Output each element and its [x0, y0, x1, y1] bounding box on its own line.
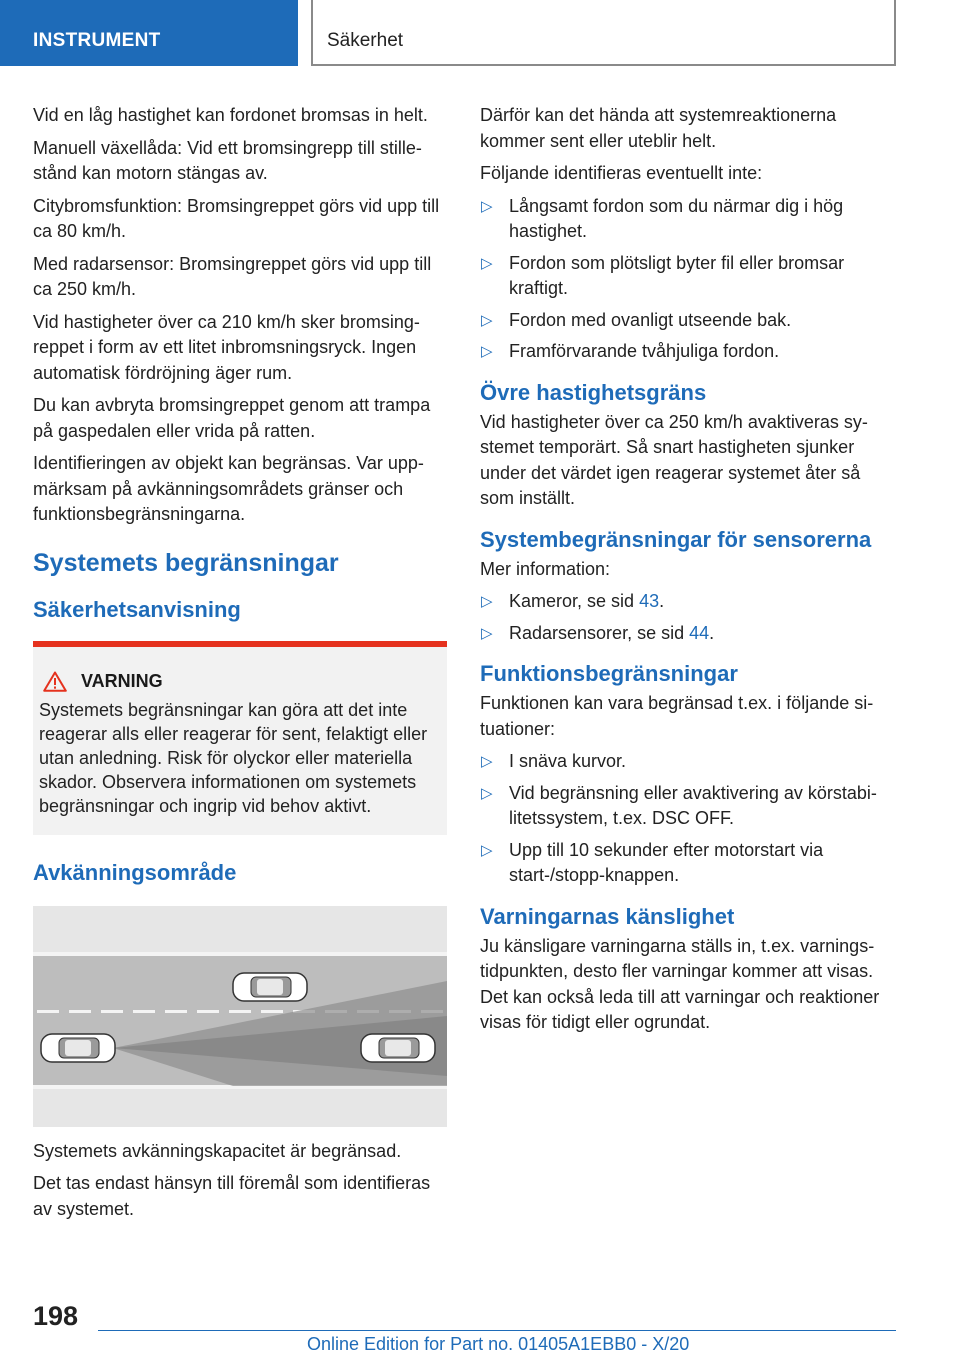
car-ahead-other-lane	[233, 973, 307, 1001]
list-item: ▷ Upp till 10 sekunder efter motorstart via start-/stopp-knappen.	[481, 839, 824, 885]
warning-text: Systemets begränsningar kan göra att det inte reagerar alls eller reagerar för sent, felaktigt eller utan anledning. Risk för olyckor eller materiella skador. Observera informationen om systemets begränsningar och ingrip vid behov aktivt.	[39, 699, 428, 816]
warning-title: VARNING	[81, 670, 163, 691]
car-ego	[41, 1034, 115, 1062]
header-chapter-label: Säkerhet	[327, 30, 404, 51]
list-item: ▷ Radarsensorer, se sid 44.	[480, 621, 898, 647]
list-item: ▷ Vid begränsning eller avaktivering av körstabilitetssystem, t.ex. DSC OFF.	[481, 782, 877, 828]
header-chapter-box	[311, 0, 896, 66]
list-item: ▷ Fordon som plötsligt byter fil eller bromsar kraftigt.	[481, 252, 845, 298]
right-column	[480, 103, 898, 1043]
paragraph: Citybromsfunktion: Bromsingreppet görs vid upp till ca 80 km/h.	[33, 195, 440, 241]
header-section-tab	[0, 0, 298, 66]
page-link-radar[interactable]: 44	[689, 622, 710, 643]
triangle-bullet-icon: ▷	[481, 593, 493, 610]
list-item: ▷ Framförvarande tvåhjuliga fordon.	[480, 339, 898, 365]
paragraph: Vid hastigheter över ca 210 km/h sker bromsingreppet i form av ett litet inbromsningsryck. Ingen automatisk fördröjning äger rum.	[33, 311, 420, 383]
upper-limit-title: Övre hastighetsgräns	[480, 379, 707, 405]
function-limits-list	[480, 749, 898, 889]
paragraph: Identifieringen av objekt kan begränsas. Var uppmärksam på avkänningsområdets gränser och funktionsbegränsningarna.	[33, 453, 424, 524]
list-intro: Följande identifieras eventuellt inte:	[480, 163, 763, 183]
edition-label: Online Edition for Part no. 01405A1EBB0 - X/20	[307, 1334, 690, 1354]
warning-triangle-icon	[43, 671, 67, 692]
car-ahead-same-lane	[361, 1034, 435, 1062]
list-item: ▷ Långsamt fordon som du närmar dig i hög hastighet.	[481, 195, 844, 241]
page-link-cameras[interactable]: 43	[639, 591, 660, 611]
triangle-bullet-icon: ▷	[481, 343, 493, 360]
triangle-bullet-icon: ▷	[481, 841, 493, 859]
paragraph: Vid en låg hastighet kan fordonet bromsas in helt.	[33, 105, 428, 125]
list-item: ▷ Fordon med ovanligt utseende bak.	[480, 308, 898, 334]
safety-title: Säkerhetsanvisning	[33, 596, 241, 622]
detection-area-illustration	[33, 906, 447, 1127]
paragraph: Mer information:	[480, 558, 611, 579]
list-item: ▷ I snäva kurvor.	[480, 749, 898, 775]
warning-box	[33, 641, 447, 835]
paragraph: Ju känsligare varningarna ställs in, t.ex. varningstidpunkten, desto fler varningar kommer att visas. Det kan också leda till att varningar och reaktioner visas för tidigt eller ogrundat.	[480, 935, 880, 1032]
section-title: Systemets begränsningar	[33, 548, 339, 577]
triangle-bullet-icon: ▷	[481, 197, 493, 215]
detection-title: Avkänningsområde	[33, 859, 237, 885]
list-item: ▷ Kameror, se sid 43.	[480, 589, 898, 615]
paragraph: Med radarsensor: Bromsingreppet görs vid upp till ca 250 km/h.	[33, 253, 432, 299]
triangle-bullet-icon: ▷	[481, 784, 493, 802]
triangle-bullet-icon: ▷	[481, 254, 493, 272]
triangle-bullet-icon: ▷	[481, 624, 493, 642]
paragraph: Funktionen kan vara begränsad t.ex. i följande situationer:	[480, 693, 874, 739]
header-section-label: INSTRUMENT	[33, 30, 161, 51]
sensitivity-title: Varningarnas känslighet	[480, 903, 735, 929]
sensor-limits-title: Systembegränsningar för sensorerna	[480, 526, 872, 552]
footer-divider	[98, 1330, 896, 1331]
not-identified-list	[480, 194, 898, 365]
figure-caption: Det tas endast hänsyn till föremål som identifieras av systemet.	[33, 1173, 431, 1219]
figure-caption: Systemets avkänningskapacitet är begränsad.	[33, 1140, 402, 1161]
paragraph: Du kan avbryta bromsingreppet genom att trampa på gaspedalen eller vrida på ratten.	[33, 395, 431, 441]
warning-heading	[39, 671, 439, 692]
page-number: 198	[33, 1301, 79, 1331]
triangle-bullet-icon: ▷	[481, 311, 493, 329]
road-diagram	[33, 906, 447, 1127]
function-limits-title: Funktionsbegränsningar	[480, 661, 738, 686]
triangle-bullet-icon: ▷	[481, 753, 493, 770]
sensor-limits-list	[480, 589, 898, 646]
paragraph: Därför kan det hända att systemreaktionerna kommer sent eller uteblir helt.	[480, 105, 837, 151]
left-column	[33, 103, 447, 1229]
paragraph: Vid hastigheter över ca 250 km/h avaktiveras systemet temporärt. Så snart hastigheten sjunker under det värdet igen reagerar systemet åter så som inställt.	[480, 411, 868, 508]
paragraph: Manuell växellåda: Vid ett bromsingrepp till stillestånd kan motorn stängas av.	[33, 137, 422, 183]
